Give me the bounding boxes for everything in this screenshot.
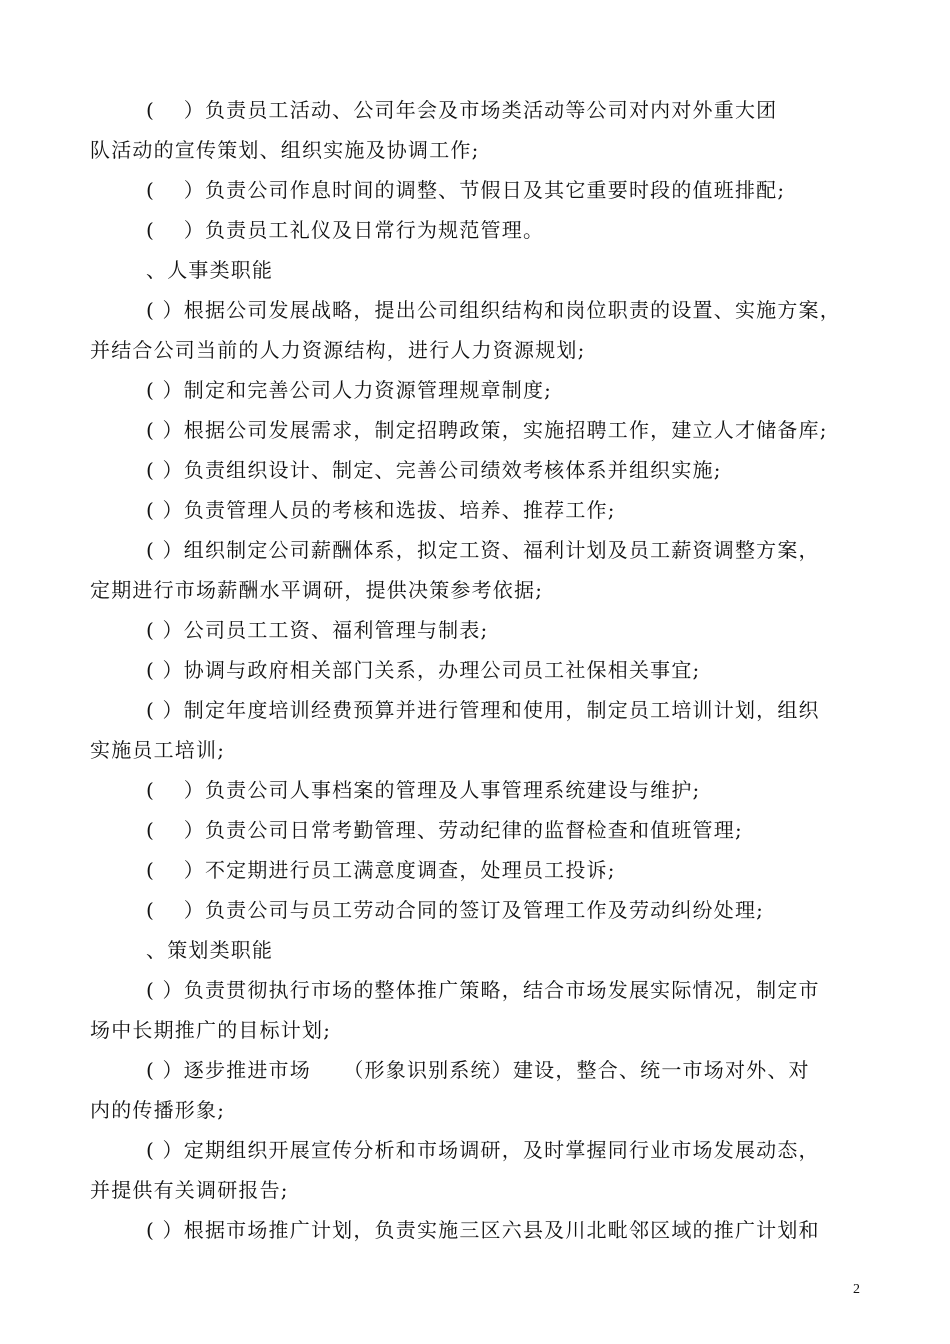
text-line: 并提供有关调研报告; [90,1178,289,1202]
text-line: 并结合公司当前的人力资源结构，进行人力资源规划; [90,338,586,362]
text-line: 实施员工培训; [90,738,226,762]
text-line: ( ）负责公司人事档案的管理及人事管理系统建设与维护; [146,778,701,802]
text-line: ( ）根据公司发展战略，提出公司组织结构和岗位职责的设置、实施方案， [146,298,841,322]
text-line: ( ）根据公司发展需求，制定招聘政策，实施招聘工作，建立人才储备库; [146,418,828,442]
text-line: ( ）根据市场推广计划，负责实施三区六县及川北毗邻区域的推广计划和 [146,1218,820,1242]
text-line: ( ）负责公司作息时间的调整、节假日及其它重要时段的值班排配; [146,178,786,202]
text-line: 、人事类职能 [146,258,274,282]
text-line: 场中长期推广的目标计划; [90,1018,332,1042]
text-line: ( ）不定期进行员工满意度调查，处理员工投诉; [146,858,616,882]
text-line: ( ）负责公司与员工劳动合同的签订及管理工作及劳动纠纷处理; [146,898,765,922]
page-number: 2 [853,1282,860,1297]
text-line: ( ）逐步推进市场 （形象识别系统）建设，整合、统一市场对外、对 [146,1058,810,1082]
text-line: 定期进行市场薪酬水平调研，提供决策参考依据; [90,578,544,602]
text-line: ( ）负责员工礼仪及日常行为规范管理。 [146,218,545,242]
text-line: 、策划类职能 [146,938,274,962]
text-line: ( ）定期组织开展宣传分析和市场调研，及时掌握同行业市场发展动态， [146,1138,820,1162]
text-line: 队活动的宣传策划、组织实施及协调工作; [90,138,480,162]
body-text [90,90,865,1250]
text-line: ( ）负责员工活动、公司年会及市场类活动等公司对内对外重大团 [146,98,778,122]
text-line: ( ）协调与政府相关部门关系，办理公司员工社保相关事宜; [146,658,701,682]
text-line: ( ）负责贯彻执行市场的整体推广策略，结合市场发展实际情况，制定市 [146,978,820,1002]
text-line: ( ）负责公司日常考勤管理、劳动纪律的监督检查和值班管理; [146,818,743,842]
text-line: ( ）负责管理人员的考核和选拔、培养、推荐工作; [146,498,616,522]
text-line: ( ）公司员工工资、福利管理与制表; [146,618,489,642]
text-line: ( ）制定和完善公司人力资源管理规章制度; [146,378,553,402]
text-line: ( ）制定年度培训经费预算并进行管理和使用，制定员工培训计划，组织 [146,698,820,722]
text-line: 内的传播形象; [90,1098,226,1122]
text-line: ( ）负责组织设计、制定、完善公司绩效考核体系并组织实施; [146,458,722,482]
text-line: ( ）组织制定公司薪酬体系，拟定工资、福利计划及员工薪资调整方案， [146,538,820,562]
